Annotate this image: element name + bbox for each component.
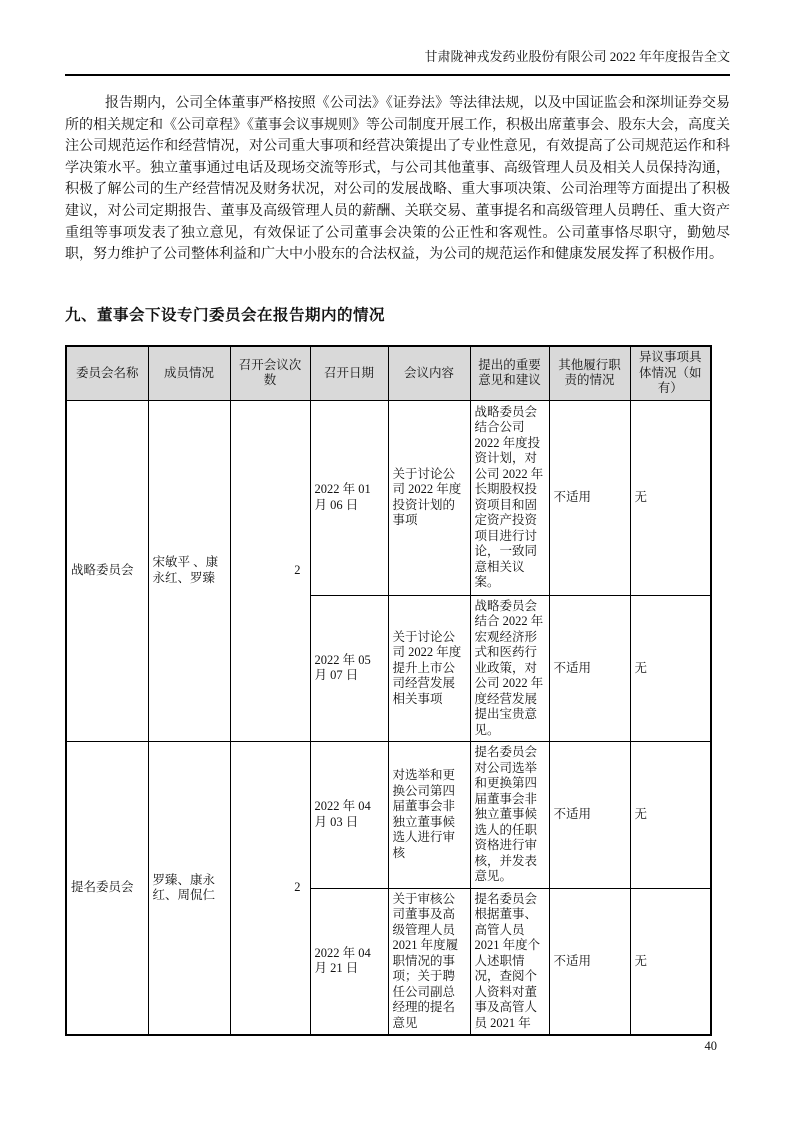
other-duties-cell: 不适用: [549, 595, 630, 742]
header-cell-members: 成员情况: [148, 346, 230, 400]
meeting-content-cell: 关于审核公司董事及高级管理人员 2021 年度履职情况的事项；关于聘任公司副总经理的提名意见: [388, 888, 470, 1035]
table-row: [66, 742, 711, 889]
header-cell-committee-name: 委员会名称: [66, 346, 148, 400]
table-header-row: [66, 346, 711, 400]
header-cell-opinions: 提出的重要意见和建议: [470, 346, 549, 400]
meeting-date-cell: 2022 年 01 月 06 日: [310, 400, 388, 595]
opinions-cell: 提名委员会根据董事、高管人员 2021 年度个人述职情况，查阅个人资料对董事及高管人员 2021 年: [470, 888, 549, 1035]
header-cell-meeting-content: 会议内容: [388, 346, 470, 400]
meeting-date-cell: 2022 年 04 月 21 日: [310, 888, 388, 1035]
members-cell: 宋敏平 、康永红、罗臻: [148, 400, 230, 742]
other-duties-cell: 不适用: [549, 400, 630, 595]
header-cell-objections: 异议事项具体情况（如有）: [630, 346, 711, 400]
meeting-date-cell: 2022 年 05 月 07 日: [310, 595, 388, 742]
objections-cell: 无: [630, 742, 711, 889]
section-heading: 九、董事会下设专门委员会在报告期内的情况: [65, 307, 386, 324]
meeting-content-cell: 关于讨论公司 2022 年度提升上市公司经营发展相关事项: [388, 595, 470, 742]
meeting-count-cell: 2: [230, 400, 310, 742]
other-duties-cell: 不适用: [549, 888, 630, 1035]
meeting-count-cell: 2: [230, 742, 310, 1036]
document-header: [65, 48, 730, 76]
opinions-cell: 战略委员会结合公司 2022 年度投资计划，对公司 2022 年长期股权投资项目和固定资产投资项目进行讨论，一致同意相关议案。: [470, 400, 549, 595]
page-number: 40: [704, 1039, 717, 1053]
meeting-content-cell: 对选举和更换公司第四届董事会非独立董事候选人进行审核: [388, 742, 470, 889]
meeting-date-cell: 2022 年 04 月 03 日: [310, 742, 388, 889]
other-duties-cell: 不适用: [549, 742, 630, 889]
header-cell-other-duties: 其他履行职责的情况: [549, 346, 630, 400]
table-row: [66, 400, 711, 595]
committee-name-cell: 战略委员会: [66, 400, 148, 742]
members-cell: 罗臻、康永红、周侃仁: [148, 742, 230, 1036]
header-cell-meeting-count: 召开会议次数: [230, 346, 310, 400]
body-paragraph: 报告期内，公司全体董事严格按照《公司法》《证券法》等法律法规，以及中国证监会和深圳证券交易所的相关规定和《公司章程》《董事会议事规则》等公司制度开展工作，积极出席董事会、股东大会，高度关注公司规范运作和经营情况，对公司重大事项和经营决策提出了专业性意见，有效提高了公司规范运作和科学决策水平。独立董事通过电话及现场交流等形式，与公司其他董事、高级管理人员及相关人员保持沟通，积极了解公司的生产经营情况及财务状况，对公司的发展战略、重大事项决策、公司治理等方面提出了积极建议，对公司定期报告、董事及高级管理人员的薪酬、关联交易、董事提名和高级管理人员聘任、重大资产重组等事项发表了独立意见，有效保证了公司董事会决策的公正性和客观性。公司董事恪尽职守，勤勉尽职，努力维护了公司整体利益和广大中小股东的合法权益，为公司的规范运作和健康发展发挥了积极作用。: [65, 96, 730, 263]
opinions-cell: 战略委员会结合 2022 年宏观经济形式和医药行业政策，对公司 2022 年度经营发展提出宝贵意见。: [470, 595, 549, 742]
objections-cell: 无: [630, 888, 711, 1035]
committee-table: [65, 345, 712, 1036]
opinions-cell: 提名委员会对公司选举和更换第四届董事会非独立董事候选人的任职资格进行审核，并发表意见。: [470, 742, 549, 889]
document-header-title: 甘肃陇神戎发药业股份有限公司 2022 年年度报告全文: [424, 49, 730, 64]
objections-cell: 无: [630, 400, 711, 595]
meeting-content-cell: 关于讨论公司 2022 年度投资计划的事项: [388, 400, 470, 595]
objections-cell: 无: [630, 595, 711, 742]
committee-name-cell: 提名委员会: [66, 742, 148, 1036]
header-cell-meeting-date: 召开日期: [310, 346, 388, 400]
